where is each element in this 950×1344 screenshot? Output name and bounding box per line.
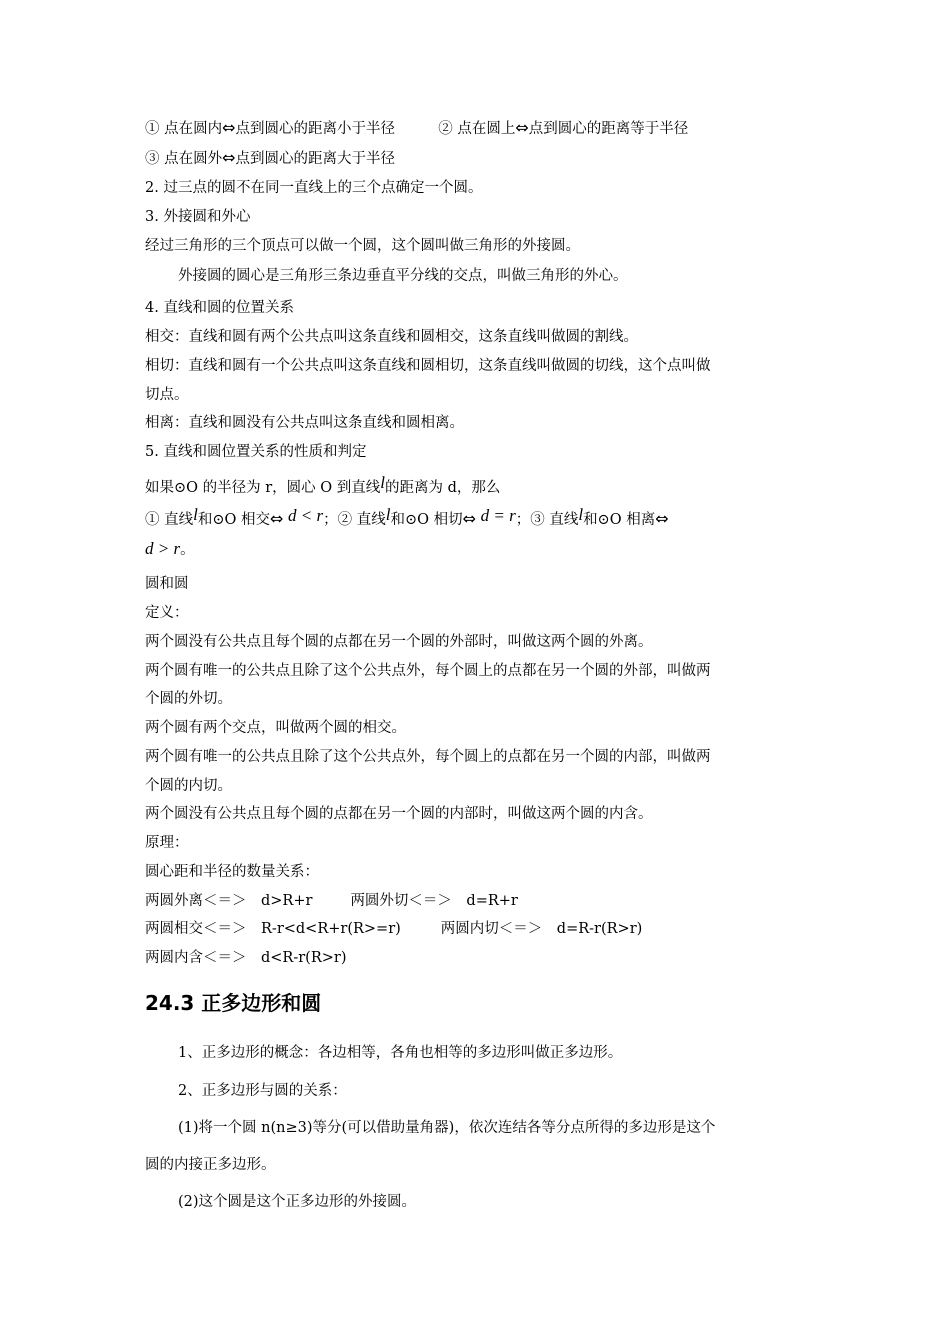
text-line: 外接圆的圆心是三角形三条边垂直平分线的交点，叫做三角形的外心。 [178,268,628,284]
point-outside-desc: 点到圆心的距离大于半径 [235,151,396,167]
text-line: 圆心距和半径的数量关系： [145,864,319,880]
text-span: 两圆外切＜＝＞ d=R+r [350,893,518,909]
point-outside-label: ③ 点在圆外 [145,151,223,167]
text-line: (2)这个圆是这个正多边形的外接圆。 [178,1194,417,1210]
text-line: 切点。 [145,387,189,403]
math-expr: d > r [145,539,181,558]
relation-row [145,892,518,910]
text-line: 1、正多边形的概念：各边相等，各角也相等的多边形叫做正多边形。 [178,1045,623,1061]
point-on-desc: 点到圆心的距离等于半径 [528,121,689,137]
text-line: 两个圆有唯一的公共点且除了这个公共点外，每个圆上的点都在另一个圆的内部，叫做两 [145,749,711,765]
iff-arrow-icon: ⇔ [222,118,236,137]
text-span: ；② 直线 [323,512,386,528]
text-span: 和⊙O 相交 [197,512,270,528]
text-line: 个圆的内切。 [145,778,232,794]
line-symbol: l [578,505,584,524]
text-line: 定义： [145,605,189,621]
subheading: 5. 直线和圆位置关系的性质和判定 [145,444,367,460]
text-line: 2. 过三点的圆不在同一直线上的三个点确定一个圆。 [145,180,483,196]
text-line: 两个圆有两个交点，叫做两个圆的相交。 [145,720,406,736]
text-span: 如果⊙O 的半径为 r，圆心 O 到直线 [145,480,381,496]
relation-row [145,920,642,938]
iff-arrow-icon: ⇔ [222,148,236,167]
text-span: 和⊙O 相切 [390,512,463,528]
line-circle-relations [145,505,669,529]
text-line: 相离：直线和圆没有公共点叫这条直线和圆相离。 [145,415,464,431]
text-span: 的距离为 d，那么 [385,480,501,496]
subheading: 圆和圆 [145,576,189,592]
line-symbol: l [385,505,391,524]
text-line: 圆的内接正多边形。 [145,1157,276,1173]
text-line: 经过三角形的三个顶点可以做一个圆，这个圆叫做三角形的外接圆。 [145,238,580,254]
text-line: 两个圆没有公共点且每个圆的点都在另一个圆的外部时，叫做这两个圆的外离。 [145,634,653,650]
math-expr: d = r [480,506,516,525]
text-line: 两个圆没有公共点且每个圆的点都在另一个圆的内部时，叫做这两个圆的内含。 [145,806,653,822]
iff-arrow-icon: ⇔ [515,118,529,137]
subheading: 4. 直线和圆的位置关系 [145,300,294,316]
subheading: 3. 外接圆和外心 [145,209,251,225]
text-line: (1)将一个圆 n(n≥3)等分(可以借助量角器)，依次连结各等分点所得的多边形是这个 [178,1120,716,1136]
text-line: 2、正多边形与圆的关系： [178,1083,347,1099]
text-line: 原理： [145,835,189,851]
text-span: 。 [180,542,195,558]
iff-arrow-icon: ⇔ [462,509,477,528]
text-line [145,473,501,497]
section-heading: 24.3 正多边形和圆 [145,991,322,1015]
text-line [145,540,195,559]
text-line: 相切：直线和圆有一个公共点叫这条直线和圆相切，这条直线叫做圆的切线，这个点叫做 [145,358,711,374]
iff-arrow-icon: ⇔ [270,509,284,528]
point-inside-label: ① 点在圆内 [145,121,223,137]
math-expr: d < r [288,506,324,525]
text-line: 相交：直线和圆有两个公共点叫这条直线和圆相交，这条直线叫做圆的割线。 [145,329,638,345]
text-line: 两个圆有唯一的公共点且除了这个公共点外，每个圆上的点都在另一个圆的外部，叫做两 [145,663,711,679]
point-position-line-1 [145,119,688,138]
relation-row: 两圆内含＜＝＞ d<R-r(R>r) [145,950,347,966]
text-span: 两圆外离＜＝＞ d>R+r [145,893,313,909]
text-span: ① 直线 [145,512,194,528]
text-span: 和⊙O 相离 [583,512,656,528]
iff-arrow-icon: ⇔ [655,509,669,528]
text-span: ；③ 直线 [515,512,579,528]
point-on-label: ② 点在圆上 [438,121,516,137]
text-span: 两圆内切＜＝＞ d=R-r(R>r) [440,921,643,937]
text-span: 两圆相交＜＝＞ R-r<d<R+r(R>=r) [145,921,401,937]
text-line: 个圆的外切。 [145,691,232,707]
line-symbol: l [193,505,198,524]
line-symbol: l [380,473,386,492]
point-inside-desc: 点到圆心的距离小于半径 [235,121,396,137]
point-position-line-2 [145,149,395,168]
